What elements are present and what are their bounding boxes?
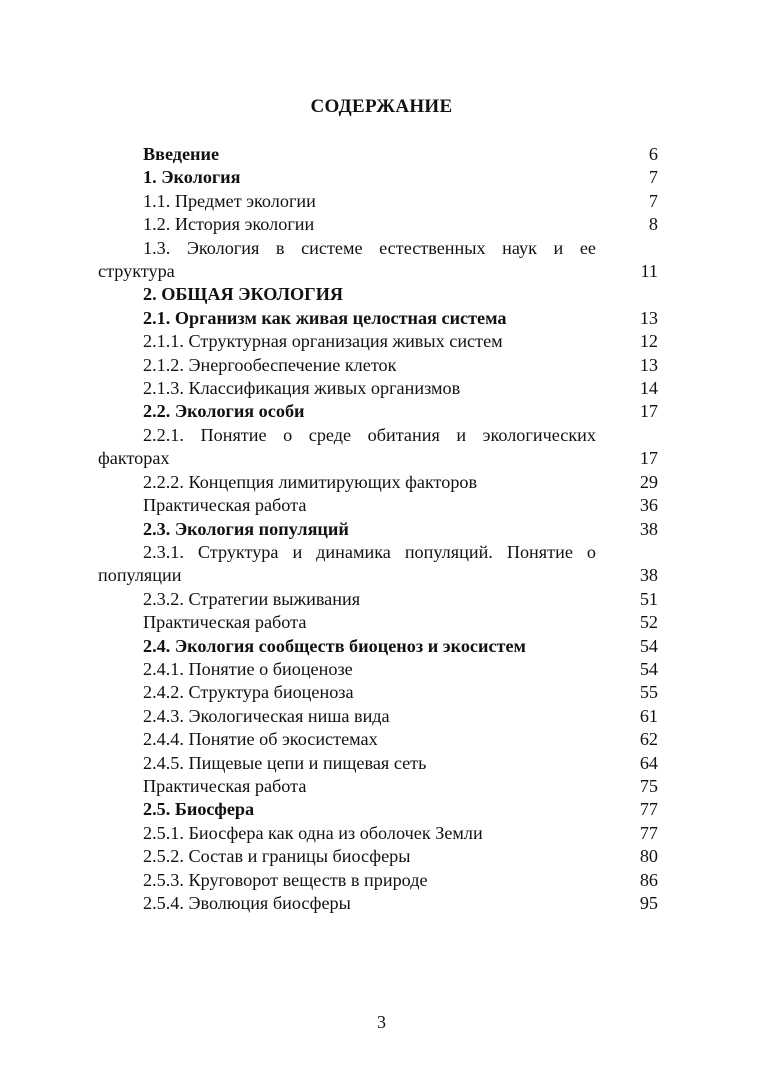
toc-entry — [98, 892, 663, 915]
toc-entry-title: 2.1.1. Структурная организация живых систем — [143, 331, 503, 352]
toc-entry-title-continuation: факторах — [98, 448, 170, 469]
toc-entry-title: 2.3. Экология популяций — [143, 518, 349, 539]
toc-entry-title: 2.4.2. Структура биоценоза — [143, 682, 354, 703]
toc-entry — [98, 518, 663, 541]
toc-entry-page: 13 — [639, 307, 658, 328]
toc-entry-page: 77 — [639, 822, 658, 843]
toc-entry-page: 55 — [639, 682, 658, 703]
toc-entry-page: 80 — [639, 846, 658, 867]
toc-entry-page: 51 — [639, 588, 658, 609]
toc-entry — [98, 330, 663, 353]
table-of-contents — [98, 143, 663, 915]
toc-entry-page: 95 — [639, 893, 658, 913]
toc-entry-page: 52 — [639, 612, 658, 633]
toc-entry-page: 77 — [639, 799, 658, 820]
toc-entry-page: 38 — [639, 565, 658, 586]
toc-entry-page: 7 — [648, 167, 658, 188]
toc-entry-page: 29 — [639, 471, 658, 492]
toc-entry-title: 2.2.1. Понятие о среде обитания и экологических — [143, 424, 596, 445]
toc-entry-page: 86 — [639, 869, 658, 890]
toc-entry-page: 12 — [639, 331, 658, 352]
toc-entry — [98, 283, 663, 306]
toc-entry-page: 61 — [639, 705, 658, 726]
toc-entry-page: 7 — [648, 190, 658, 211]
toc-entry — [98, 752, 663, 775]
toc-entry — [98, 471, 663, 494]
toc-entry-title: 2. ОБЩАЯ ЭКОЛОГИЯ — [143, 284, 344, 305]
toc-entry-page: 6 — [648, 144, 658, 164]
toc-entry — [98, 728, 663, 751]
toc-entry-page: 64 — [639, 752, 658, 773]
toc-entry — [98, 494, 663, 517]
toc-entry-page: 62 — [639, 729, 658, 750]
toc-entry-title: 2.2.2. Концепция лимитирующих факторов — [143, 471, 478, 492]
toc-entry-title: 2.1.3. Классификация живых организмов — [143, 378, 461, 399]
toc-entry — [98, 190, 663, 213]
toc-entry-page: 54 — [639, 658, 658, 679]
toc-entry — [98, 845, 663, 868]
toc-entry-title: 2.5.4. Эволюция биосферы — [143, 893, 351, 913]
toc-entry-title: 2.5.3. Круговорот веществ в природе — [143, 869, 428, 890]
toc-entry-title-continuation: структура — [98, 261, 175, 282]
toc-entry — [98, 400, 663, 423]
toc-entry — [98, 798, 663, 821]
toc-entry-title: 2.3.1. Структура и динамика популяций. Понятие о — [143, 541, 596, 562]
toc-entry-title: 2.1. Организм как живая целостная система — [143, 307, 507, 328]
toc-entry — [98, 166, 663, 189]
toc-entry — [98, 213, 663, 236]
toc-entry-page: 54 — [639, 635, 658, 656]
toc-entry-page: 14 — [639, 378, 658, 399]
toc-entry-page: 38 — [639, 518, 658, 539]
toc-entry — [98, 143, 663, 166]
toc-entry-title: 2.4.4. Понятие об экосистемах — [143, 729, 378, 750]
toc-entry — [98, 869, 663, 892]
toc-entry-title: Практическая работа — [143, 775, 307, 796]
toc-entry — [98, 307, 663, 330]
page-title: СОДЕРЖАНИЕ — [310, 96, 453, 117]
toc-entry — [98, 822, 663, 845]
toc-entry-title: 2.4.3. Экологическая ниша вида — [143, 705, 390, 726]
toc-entry-title: 2.3.2. Стратегии выживания — [143, 588, 361, 609]
toc-entry-page: 13 — [639, 354, 658, 375]
toc-entry — [98, 377, 663, 400]
toc-entry-page: 75 — [639, 775, 658, 796]
toc-entry-title: 2.5.2. Состав и границы биосферы — [143, 846, 411, 867]
toc-entry — [98, 588, 663, 611]
toc-entry-title: Практическая работа — [143, 495, 307, 516]
toc-entry — [98, 424, 663, 471]
toc-entry-title-continuation: популяции — [98, 565, 182, 586]
toc-entry-title: 2.2. Экология особи — [143, 401, 305, 422]
toc-entry-page: 11 — [640, 261, 658, 282]
toc-entry — [98, 635, 663, 658]
toc-entry-title: 2.4.5. Пищевые цепи и пищевая сеть — [143, 752, 427, 773]
toc-entry — [98, 775, 663, 798]
toc-entry — [98, 541, 663, 588]
toc-entry-title: 2.1.2. Энергообеспечение клеток — [143, 354, 397, 375]
toc-entry-page: 36 — [639, 495, 658, 516]
toc-entry — [98, 354, 663, 377]
toc-entry — [98, 611, 663, 634]
toc-entry-title: 1.2. История экологии — [143, 214, 315, 235]
toc-entry — [98, 705, 663, 728]
toc-entry-title: 1.3. Экология в системе естественных наук и ее — [143, 237, 596, 258]
toc-entry-title: 1.1. Предмет экологии — [143, 190, 316, 211]
toc-entry-title: 2.4. Экология сообществ биоценоз и экосистем — [143, 635, 526, 656]
toc-entry — [98, 658, 663, 681]
toc-entry-title: Введение — [143, 144, 220, 164]
toc-entry-title: 2.5.1. Биосфера как одна из оболочек Земли — [143, 822, 483, 843]
page-number: 3 — [377, 1012, 386, 1032]
toc-entry — [98, 237, 663, 284]
toc-entry-page: 8 — [648, 214, 658, 235]
toc-entry-page: 17 — [639, 448, 658, 469]
toc-entry-title: 2.5. Биосфера — [143, 799, 255, 820]
toc-entry — [98, 681, 663, 704]
toc-entry-page: 17 — [639, 401, 658, 422]
toc-entry-title: Практическая работа — [143, 612, 307, 633]
toc-entry-title: 2.4.1. Понятие о биоценозе — [143, 658, 353, 679]
toc-entry-title: 1. Экология — [143, 167, 241, 188]
